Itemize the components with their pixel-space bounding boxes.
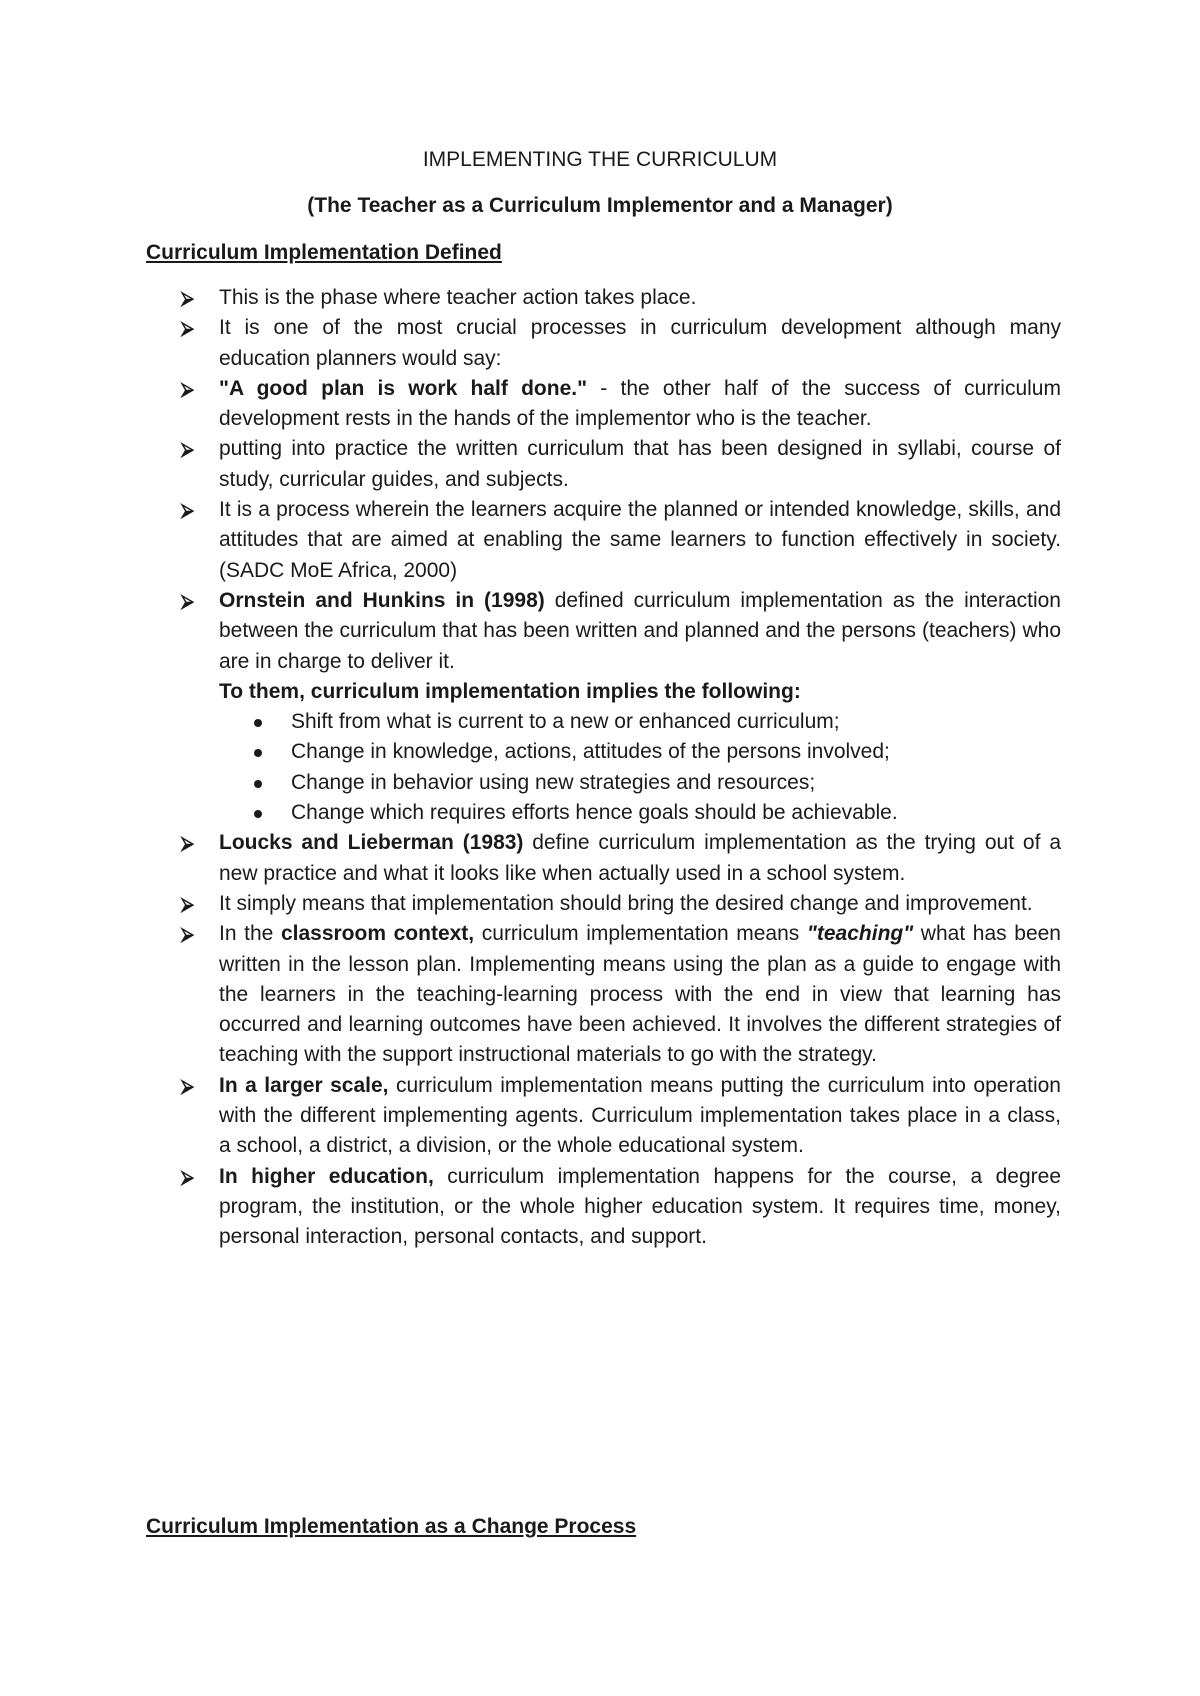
item-emphasis: "A good plan is work half done."	[219, 376, 588, 400]
list-item	[181, 283, 1061, 313]
item-text: It is a process wherein the learners acquire the planned or intended knowledge, skills, and attitudes that are aimed at enabling the same learners to function effectively in society. (SADC MoE Africa, 2000)	[219, 498, 1061, 582]
list-item	[181, 1162, 1061, 1253]
arrowhead-bullet-icon: ⮚	[181, 924, 194, 945]
item-text: It is one of the most crucial processes in curriculum development although many education planners would say:	[219, 316, 1061, 370]
sub-list-text: Change in knowledge, actions, attitudes of the persons involved;	[291, 740, 890, 764]
arrowhead-bullet-icon: ⮚	[181, 500, 194, 521]
list-item	[181, 1071, 1061, 1162]
sub-list-text: Change in behavior using new strategies and resources;	[291, 770, 816, 794]
list-item	[181, 495, 1061, 586]
item-text: what has been written in the lesson plan. Implementing means using the plan as a guide to engage with the learners in the teaching-learning process with the end in view that learning has occurred and learning outcomes have been achieved. It involves the different strategies of teaching with the support instructional materials to go with the strategy.	[219, 922, 1061, 1067]
item-text: It simply means that implementation should bring the desired change and improvement.	[219, 891, 1033, 915]
sub-list-text: Shift from what is current to a new or enhanced curriculum;	[291, 710, 840, 734]
arrowhead-bullet-icon: ⮚	[181, 893, 194, 914]
arrowhead-bullet-icon: ⮚	[181, 439, 194, 460]
item-text: - the other half of the success of curriculum development rests in the hands of the implementor who is the teacher.	[219, 376, 1061, 431]
round-bullet-icon	[254, 810, 262, 818]
item-emphasis: In higher education,	[219, 1164, 434, 1188]
arrowhead-bullet-icon: ⮚	[181, 1166, 194, 1187]
arrowhead-bullet-icon: ⮚	[181, 590, 194, 611]
round-bullet-icon	[254, 749, 262, 757]
round-bullet-icon	[254, 780, 262, 788]
arrowhead-bullet-icon: ⮚	[181, 378, 194, 399]
list-item	[181, 919, 1061, 1070]
item-emphasis: In a larger scale,	[219, 1073, 389, 1097]
section-heading-change-process: Curriculum Implementation as a Change Process	[146, 1515, 637, 1538]
definition-list	[181, 283, 1061, 1253]
arrowhead-bullet-icon: ⮚	[181, 318, 194, 339]
item-quote: "teaching"	[806, 922, 914, 946]
item-text: curriculum implementation happens for the course, a degree program, the institution, or the whole higher education system. It requires time, money, personal interaction, personal contacts, and support.	[219, 1164, 1061, 1249]
item-emphasis: Loucks and Lieberman (1983)	[219, 831, 524, 855]
item-text: curriculum implementation means	[474, 922, 807, 946]
round-bullet-icon	[254, 719, 262, 727]
list-item	[181, 374, 1061, 435]
arrowhead-bullet-icon: ⮚	[181, 1075, 194, 1096]
item-text: defined curriculum implementation as the interaction between the curriculum that has been written and planned and the persons (teachers) who are in charge to deliver it.	[219, 588, 1061, 673]
list-item	[181, 586, 1061, 828]
sub-list-text: Change which requires efforts hence goals should be achievable.	[291, 801, 898, 825]
list-item	[181, 313, 1061, 374]
item-text: define curriculum implementation as the trying out of a new practice and what it looks like when actually used in a school system.	[219, 831, 1061, 885]
item-emphasis: classroom context,	[280, 922, 475, 946]
list-item	[181, 434, 1061, 495]
sub-list-item	[219, 707, 1061, 737]
section-heading-definition: Curriculum Implementation Defined	[146, 241, 502, 264]
item-text: curriculum implementation means putting the curriculum into operation with the different implementing agents. Curriculum implementation takes place in a class, a school, a district, a division, or the whole educational system.	[219, 1073, 1061, 1158]
item-text: This is the phase where teacher action takes place.	[219, 286, 697, 309]
document-title: IMPLEMENTING THE CURRICULUM	[422, 148, 778, 171]
sub-list-item	[219, 798, 1061, 828]
arrowhead-bullet-icon: ⮚	[181, 833, 194, 854]
list-item	[181, 889, 1061, 919]
sub-list-item	[219, 737, 1061, 767]
arrowhead-bullet-icon: ⮚	[181, 288, 194, 308]
item-text: putting into practice the written curriculum that has been designed in syllabi, course of study, curricular guides, and subjects.	[219, 437, 1061, 491]
document-subtitle: (The Teacher as a Curriculum Implementor and a Manager)	[307, 194, 893, 217]
item-text: In the	[219, 922, 281, 946]
sub-list	[219, 707, 1061, 828]
list-item	[181, 828, 1061, 889]
item-emphasis: Ornstein and Hunkins in (1998)	[219, 588, 545, 612]
sub-list-item	[219, 768, 1061, 798]
sub-list-heading: To them, curriculum implementation implies the following:	[219, 679, 801, 703]
